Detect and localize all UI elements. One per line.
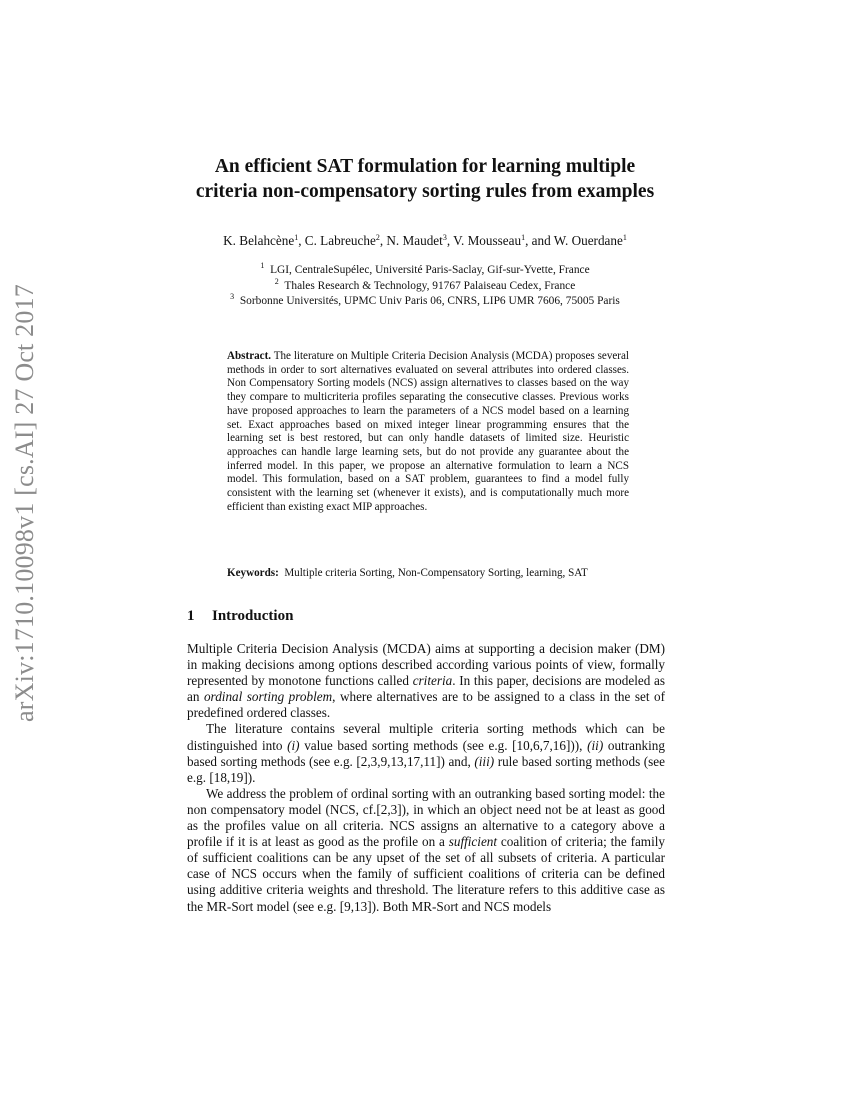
abstract-text: The literature on Multiple Criteria Decision Analysis (MCDA) proposes several methods in order to sort alternatives evaluated on several attributes into ordered classes. Non Compensatory Sorting models (NCS) assign alternatives to classes based on the way they compare to multicriteria profiles separating the consecutive classes. Previous works have proposed approaches to learn the parameters of a NCS model based on a learning set. Exact approaches based on mixed integer linear programming ensures that the learning set is best restored, but can only handle datasets of limited size. Heuristic approaches can handle large learning sets, but do not provide any guarantee about the inferred model. In this paper, we propose an alternative formulation to learn a NCS model. This formulation, based on a SAT problem, guarantees to find a model fully consistent with the learning set (whenever it exists), and is computationally much more efficient than existing exact MIP approaches. <box>227 350 629 513</box>
affiliation-mark: 2 <box>274 276 279 286</box>
author-affiliation-mark: 1 <box>294 233 299 242</box>
author-name: , and W. Ouerdane <box>525 233 623 248</box>
emphasis: (iii) <box>474 753 495 769</box>
author-list <box>150 233 700 249</box>
author-name: , C. Labreuche <box>298 233 376 248</box>
section-number: 1 <box>187 608 195 624</box>
paragraph <box>187 786 665 915</box>
emphasis: sufficient <box>448 834 498 850</box>
abstract-label: Abstract. <box>227 350 272 362</box>
affiliation-line <box>150 294 700 310</box>
paragraph <box>187 721 665 785</box>
keywords-label: Keywords: <box>227 567 279 579</box>
body-text <box>187 641 665 915</box>
author-affiliation-mark: 1 <box>521 233 526 242</box>
affiliation-mark: 1 <box>260 261 265 270</box>
emphasis: (i) <box>287 737 300 753</box>
affiliation-text: LGI, CentraleSupélec, Université Paris-Saclay, Gif-sur-Yvette, France <box>270 264 590 276</box>
affiliation-mark: 3 <box>230 292 235 301</box>
emphasis: ordinal sorting problem <box>203 689 333 705</box>
text-run: value based sorting methods (see e.g. [10,6,7,16])), <box>299 737 588 753</box>
author-name: , N. Maudet <box>379 233 443 248</box>
emphasis: (ii) <box>587 737 604 753</box>
arxiv-stamp <box>5 284 45 722</box>
section-heading <box>187 606 293 626</box>
paper-title <box>150 154 700 204</box>
text-run: We address the problem of ordinal sorting with an outranking based sorting model: the non compensatory model (NCS, cf.[2,3]), in which an object need not be at least as good as the profiles value on all criteria. NCS assigns an alternative to a category above a profile if it is at least as good as the profile on a <box>187 785 665 850</box>
affiliation-text: Thales Research & Technology, 91767 Palaiseau Cedex, France <box>284 279 576 292</box>
author-name: K. Belahcène <box>223 233 295 248</box>
paragraph <box>187 641 665 721</box>
emphasis: criteria <box>412 673 453 689</box>
text-run: The literature contains several multiple criteria sorting methods which can be distinguished into <box>187 721 665 753</box>
text-run: . In this paper, decisions are modeled as an <box>187 673 665 705</box>
title-line-2: criteria non-compensatory sorting rules from examples <box>195 181 655 202</box>
text-run: rule based sorting methods (see e.g. [18,19]). <box>187 753 665 785</box>
text-run: coalition of criteria; the family of sufficient coalitions can be any upset of the set of all subsets of criteria. A particular case of NCS occurs when the family of sufficient coalitions of criteria can be defined using additive criteria weights and threshold. The literature refers to this additive case as the MR-Sort model (see e.g. [9,13]). Both MR-Sort and NCS models <box>187 834 665 914</box>
text-run: outranking based sorting methods (see e.g. [2,3,9,13,17,11]) and, <box>187 737 665 769</box>
author-name: , V. Mousseau <box>446 233 522 248</box>
author-affiliation-mark: 1 <box>622 233 627 242</box>
text-run: Multiple Criteria Decision Analysis (MCDA) aims at supporting a decision maker (DM) in making decisions among options described according various points of view, formally represented by monotone functions called <box>187 641 665 689</box>
keywords-text: Multiple criteria Sorting, Non-Compensatory Sorting, learning, SAT <box>284 567 588 579</box>
text-run: , where alternatives are to be assigned to a class in the set of predefined ordered classes. <box>187 689 665 721</box>
keywords <box>227 567 629 581</box>
arxiv-stamp-text: arXiv:1710.10098v1 [cs.AI] 27 Oct 2017 <box>10 284 40 722</box>
author-affiliation-mark: 3 <box>442 233 447 242</box>
affiliation-list <box>150 263 700 310</box>
abstract <box>227 350 629 514</box>
section-title: Introduction <box>212 608 294 624</box>
title-line-1: An efficient SAT formulation for learning multiple <box>214 156 636 177</box>
author-affiliation-mark: 2 <box>375 233 380 242</box>
affiliation-line <box>150 263 700 279</box>
affiliation-text: Sorbonne Universités, UPMC Univ Paris 06, CNRS, LIP6 UMR 7606, 75005 Paris <box>239 295 620 307</box>
